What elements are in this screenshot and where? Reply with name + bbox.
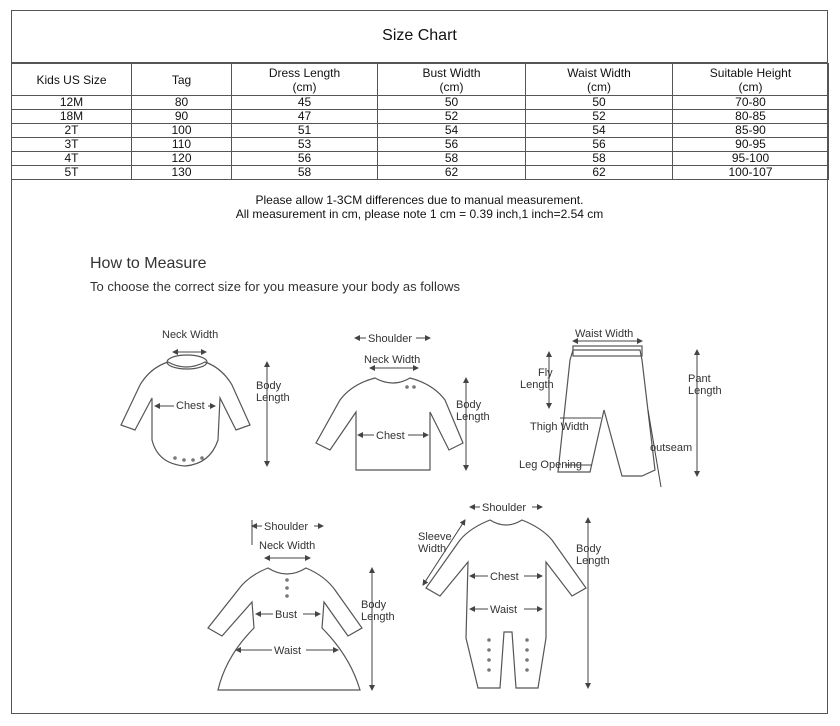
howto-title: How to Measure <box>90 255 207 272</box>
table-cell: 56 <box>232 152 378 166</box>
table-cell: 50 <box>378 96 526 110</box>
label-romper-length: Length <box>576 555 610 567</box>
table-cell: 3T <box>12 138 132 152</box>
label-thigh-width: Thigh Width <box>530 421 589 433</box>
note-tolerance: Please allow 1-3CM differences due to manual measurement. <box>255 193 584 207</box>
label-romper-waist: Waist <box>490 604 518 616</box>
label-body: Body <box>256 380 282 392</box>
table-cell: 5T <box>12 166 132 180</box>
label-top-body: Body <box>456 399 482 411</box>
page-title: Size Chart <box>11 10 828 63</box>
table-cell: 2T <box>12 124 132 138</box>
label-fly-length: Length <box>520 379 554 391</box>
table-cell: 53 <box>232 138 378 152</box>
label-length: Length <box>256 392 290 404</box>
table-cell: 100-107 <box>673 166 829 180</box>
table-cell: 100 <box>132 124 232 138</box>
label-bust: Bust <box>275 609 298 621</box>
column-header: Kids US Size <box>12 64 132 96</box>
table-cell: 47 <box>232 110 378 124</box>
label-dress-shoulder: Shoulder <box>264 521 309 533</box>
label-dress-length: Length <box>361 611 395 623</box>
table-cell: 54 <box>526 124 673 138</box>
table-cell: 18M <box>12 110 132 124</box>
table-cell: 120 <box>132 152 232 166</box>
column-header: Suitable Height (cm) <box>673 64 829 96</box>
table-cell: 62 <box>378 166 526 180</box>
table-cell: 58 <box>526 152 673 166</box>
table-cell: 50 <box>526 96 673 110</box>
label-romper-body: Body <box>576 543 602 555</box>
label-top-length: Length <box>456 411 490 423</box>
table-cell: 52 <box>378 110 526 124</box>
label-pant-length: Length <box>688 385 722 397</box>
bodysuit-illustration <box>121 329 290 466</box>
label-sleeve-width: Width <box>418 543 447 555</box>
top-illustration <box>316 332 490 470</box>
label-outseam: outseam <box>650 442 693 454</box>
label-dress-body: Body <box>361 599 387 611</box>
table-cell: 56 <box>378 138 526 152</box>
label-pant: Pant <box>688 373 711 385</box>
table-cell: 80 <box>132 96 232 110</box>
table-cell: 52 <box>526 110 673 124</box>
table-cell: 62 <box>526 166 673 180</box>
dress-illustration <box>208 520 395 690</box>
table-cell: 90-95 <box>673 138 829 152</box>
table-cell: 4T <box>12 152 132 166</box>
pants-illustration <box>519 328 722 487</box>
label-sleeve: Sleeve <box>418 531 452 543</box>
label-chest: Chest <box>176 400 205 412</box>
label-romper-chest: Chest <box>490 571 519 583</box>
label-leg-opening: Leg Opening <box>519 459 582 471</box>
label-romper-shoulder: Shoulder <box>482 502 527 514</box>
table-cell: 70-80 <box>673 96 829 110</box>
table-cell: 90 <box>132 110 232 124</box>
label-shoulder: Shoulder <box>368 333 413 345</box>
column-header: Dress Length (cm) <box>232 64 378 96</box>
table-cell: 80-85 <box>673 110 829 124</box>
note-units: All measurement in cm, please note 1 cm = 0.39 inch,1 inch=2.54 cm <box>235 207 604 221</box>
label-top-neck-width: Neck Width <box>364 354 421 366</box>
table-cell: 45 <box>232 96 378 110</box>
label-waist: Waist <box>274 645 302 657</box>
howto-subtitle: To choose the correct size for you measure your body as follows <box>90 279 460 294</box>
label-dress-neck-width: Neck Width <box>259 540 316 552</box>
table-cell: 12M <box>12 96 132 110</box>
table-cell: 51 <box>232 124 378 138</box>
table-cell: 58 <box>232 166 378 180</box>
table-cell: 56 <box>526 138 673 152</box>
label-top-chest: Chest <box>376 430 405 442</box>
table-cell: 58 <box>378 152 526 166</box>
table-cell: 85-90 <box>673 124 829 138</box>
label-neck-width: Neck Width <box>162 329 219 341</box>
table-cell: 54 <box>378 124 526 138</box>
column-header: Waist Width (cm) <box>526 64 673 96</box>
table-cell: 130 <box>132 166 232 180</box>
column-header: Bust Width (cm) <box>378 64 526 96</box>
romper-illustration <box>418 501 610 688</box>
column-header: Tag <box>132 64 232 96</box>
label-fly: Fly <box>538 367 553 379</box>
table-cell: 110 <box>132 138 232 152</box>
label-waist-width: Waist Width <box>575 328 634 340</box>
table-cell: 95-100 <box>673 152 829 166</box>
